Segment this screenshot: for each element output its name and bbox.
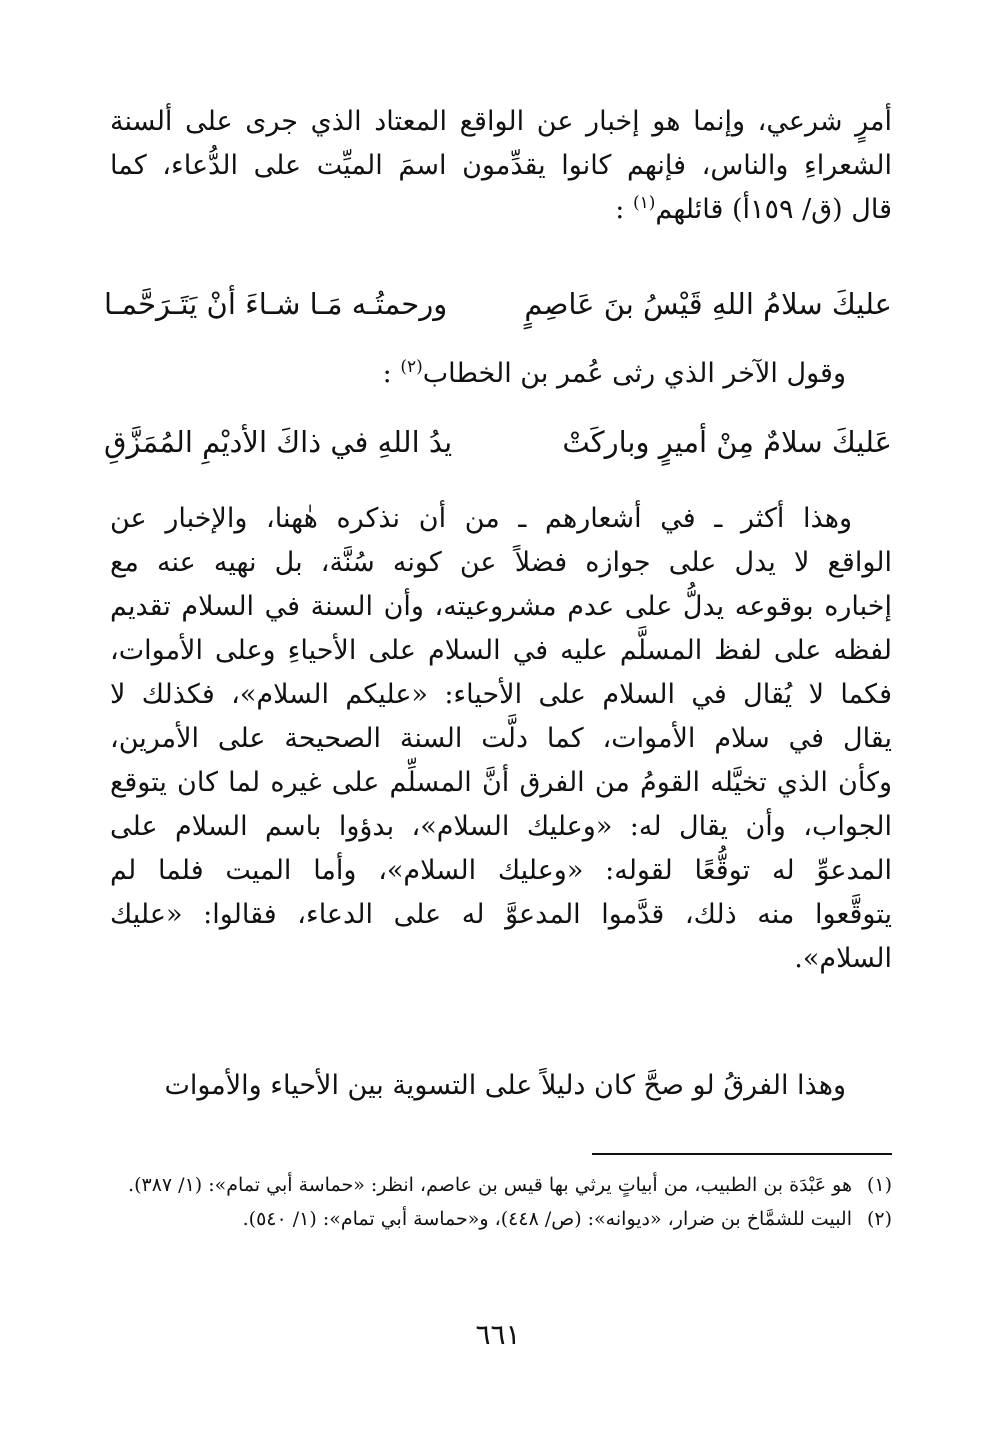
paragraph-line: السلام». xyxy=(794,943,892,974)
footnote-text: هو عَبْدَة بن الطبيب، من أبياتٍ يرثي بها قيس بن عاصم، انظر: «حماسة أبي تمام»: (١/ ٣٨٧). xyxy=(128,1174,852,1196)
paragraph-line: أمرٍ شرعي، وإنما هو إخبار عن الواقع المعتاد الذي جرى على ألسنة xyxy=(110,106,892,137)
footnote-item xyxy=(106,1168,892,1202)
intro-end: : xyxy=(382,358,401,389)
paragraph-4: وهذا الفرقُ لو صحَّ كان دليلاً على التسوية بين الأحياء والأموات xyxy=(164,1070,846,1101)
paragraph-line-text: قال (ق/ ١٥٩أ) قائلهم xyxy=(655,194,892,225)
footnote-text: البيت للشمَّاخ بن ضرار، «ديوانه»: (ص/ ٤٤٨)، و«حماسة أبي تمام»: (١/ ٥٤٠). xyxy=(242,1208,852,1230)
verse-left-hemistich: يدُ اللهِ في ذاكَ الأديْمِ المُمَزَّقِ xyxy=(104,425,453,459)
paragraph-3 xyxy=(110,497,892,981)
footnote-number: (٢) xyxy=(866,1208,892,1230)
footnote-number: (١) xyxy=(866,1174,892,1196)
paragraph-line xyxy=(110,188,892,232)
poem-verse-1 xyxy=(104,282,892,326)
verse-left-hemistich: ورحمتُـه مَـا شـاءَ أنْ يَتَـرَحَّمـا xyxy=(104,287,448,321)
paragraph-line: الواقع لا يدل على جوازه فضلاً عن كونه سُنَّة، بل نهيه عنه مع xyxy=(110,547,892,578)
paragraph-line: فكما لا يُقال في السلام على الأحياء: «عليكم السلام»، فكذلك لا xyxy=(110,679,892,710)
footnote-marker-1[interactable]: (١) xyxy=(632,193,656,213)
poem-verse-2 xyxy=(104,420,892,464)
footnotes xyxy=(106,1168,892,1236)
paragraph-line: يقال في سلام الأموات، كما دلَّت السنة الصحيحة على الأمرين، xyxy=(110,723,892,754)
page-number: ٦٦١ xyxy=(475,1318,521,1351)
verse-intro-line xyxy=(383,352,846,396)
paragraph-line-end: : xyxy=(615,194,633,225)
paragraph-line: يتوقَّعوا منه ذلك، قدَّموا المدعوَّ له على الدعاء، فقالوا: «عليك xyxy=(110,899,892,930)
paragraph-line: الجواب، وأن يقال له: «وعليك السلام»، بدؤوا باسم السلام على xyxy=(110,811,892,842)
verse-right-hemistich: عليكَ سلامُ اللهِ قَيْسُ بنَ عَاصِمٍ xyxy=(524,287,892,321)
paragraph-line: الشعراءِ والناس، فإنهم كانوا يقدِّمون اسمَ الميِّت على الدُّعاء، كما xyxy=(110,150,892,181)
footnote-marker-2[interactable]: (٢) xyxy=(400,357,423,377)
paragraph-line: المدعوِّ له توقُّعًا لقوله: «وعليك السلام»، وأما الميت فلما لم xyxy=(110,855,892,886)
footnote-divider xyxy=(592,1153,892,1155)
footnote-item xyxy=(106,1202,892,1236)
paragraph-line: إخباره بوقوعه يدلُّ على عدم مشروعيته، وأن السنة في السلام تقديم xyxy=(110,591,892,622)
paragraph-1 xyxy=(110,100,892,232)
intro-text: وقول الآخر الذي رثى عُمر بن الخطاب xyxy=(422,358,846,389)
paragraph-line: لفظه على لفظ المسلَّم عليه في السلام على الأحياءِ وعلى الأموات، xyxy=(110,635,892,666)
verse-right-hemistich: عَليكَ سلامٌ مِنْ أميرٍ وباركَتْ xyxy=(562,425,892,459)
paragraph-line: وكأن الذي تخيَّله القومُ من الفرق أنَّ المسلِّم على غيره لما كان يتوقع xyxy=(110,767,892,798)
paragraph-line: وهذا أكثر ـ في أشعارهم ـ من أن نذكره هٰهنا، والإخبار عن xyxy=(110,503,852,534)
